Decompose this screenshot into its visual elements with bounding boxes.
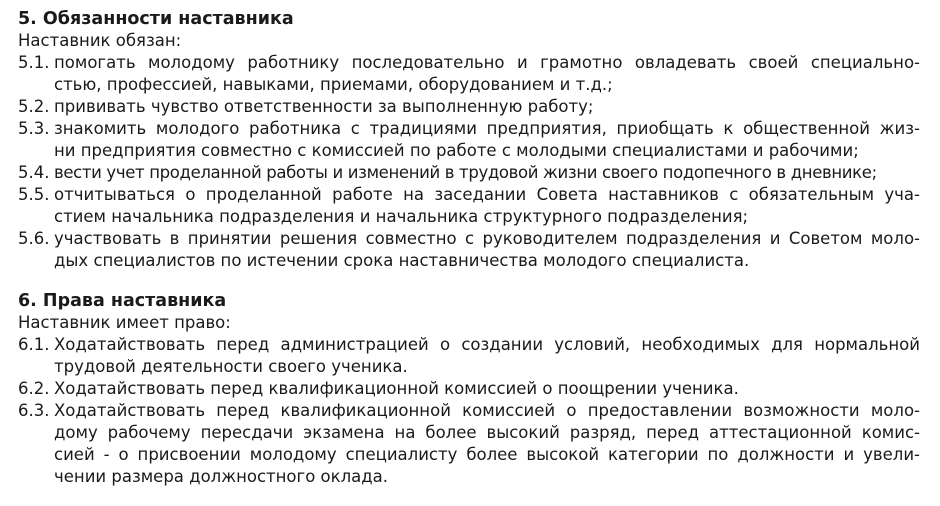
list-item bbox=[18, 334, 920, 378]
item-line: участвовать в принятии решения совместно с руководителем подразделения и Советом моло- bbox=[54, 229, 920, 248]
item-line: трудовой деятельности своего ученика. bbox=[54, 357, 408, 376]
item-line: знакомить молодого работника с традициями предприятия, приобщать к общественной жиз- bbox=[54, 119, 920, 138]
section-mentor-rights bbox=[18, 290, 920, 488]
list-item bbox=[18, 184, 920, 228]
item-line: стием начальника подразделения и начальника структурного подразделения; bbox=[54, 207, 749, 226]
item-number: 6.1. bbox=[18, 335, 50, 354]
item-text bbox=[54, 52, 920, 96]
item-line: стью, профессией, навыками, приемами, оборудованием и т.д.; bbox=[54, 75, 613, 94]
item-line: прививать чувство ответственности за выполненную работу; bbox=[54, 97, 594, 116]
item-text bbox=[54, 162, 920, 184]
item-number: 6.2. bbox=[18, 379, 50, 398]
list-item bbox=[18, 52, 920, 96]
section-intro: Наставник обязан: bbox=[18, 31, 182, 50]
item-number: 5.4. bbox=[18, 163, 50, 182]
item-line: ни предприятия совместно с комиссией по работе с молодыми специалистами и рабочими; bbox=[54, 141, 859, 160]
item-number: 6.3. bbox=[18, 401, 50, 420]
list-item bbox=[18, 118, 920, 162]
section-mentor-duties bbox=[18, 8, 920, 272]
item-line: отчитываться о проделанной работе на заседании Совета наставников с обязательным уча- bbox=[54, 185, 920, 204]
item-number: 5.2. bbox=[18, 97, 50, 116]
item-text bbox=[54, 228, 920, 272]
list-item bbox=[18, 96, 920, 118]
item-line: Ходатайствовать перед квалификационной комиссией о предоставлении возможности моло- bbox=[54, 401, 920, 420]
item-number: 5.3. bbox=[18, 119, 50, 138]
item-line: дых специалистов по истечении срока наставничества молодого специалиста. bbox=[54, 251, 750, 270]
list-item bbox=[18, 228, 920, 272]
item-line: Ходатайствовать перед администрацией о создании условий, необходимых для нормальной bbox=[54, 335, 920, 354]
list-item bbox=[18, 162, 920, 184]
section-heading: 6. Права наставника bbox=[18, 291, 227, 311]
item-text bbox=[54, 334, 920, 378]
item-line: дому рабочему пересдачи экзамена на более высокий разряд, перед аттестационной комис- bbox=[54, 423, 920, 442]
section-intro: Наставник имеет право: bbox=[18, 313, 231, 332]
item-number: 5.5. bbox=[18, 185, 50, 204]
list-item bbox=[18, 400, 920, 488]
item-text bbox=[54, 400, 920, 488]
item-number: 5.1. bbox=[18, 53, 50, 72]
item-line: Ходатайствовать перед квалификационной комиссией о поощрении ученика. bbox=[54, 379, 739, 398]
item-line: помогать молодому работнику последовательно и грамотно овладевать своей специально- bbox=[54, 53, 920, 72]
item-number: 5.6. bbox=[18, 229, 50, 248]
item-text bbox=[54, 184, 920, 228]
item-text bbox=[54, 378, 920, 400]
section-heading: 5. Обязанности наставника bbox=[18, 9, 294, 29]
item-line: сией - о присвоении молодому специалисту более высокой категории по должности и увели- bbox=[54, 445, 920, 464]
item-line: вести учет проделанной работы и изменений в трудовой жизни своего подопечного в дневнике; bbox=[54, 163, 877, 182]
item-text bbox=[54, 118, 920, 162]
item-text bbox=[54, 96, 920, 118]
item-line: чении размера должностного оклада. bbox=[54, 467, 389, 486]
list-item bbox=[18, 378, 920, 400]
